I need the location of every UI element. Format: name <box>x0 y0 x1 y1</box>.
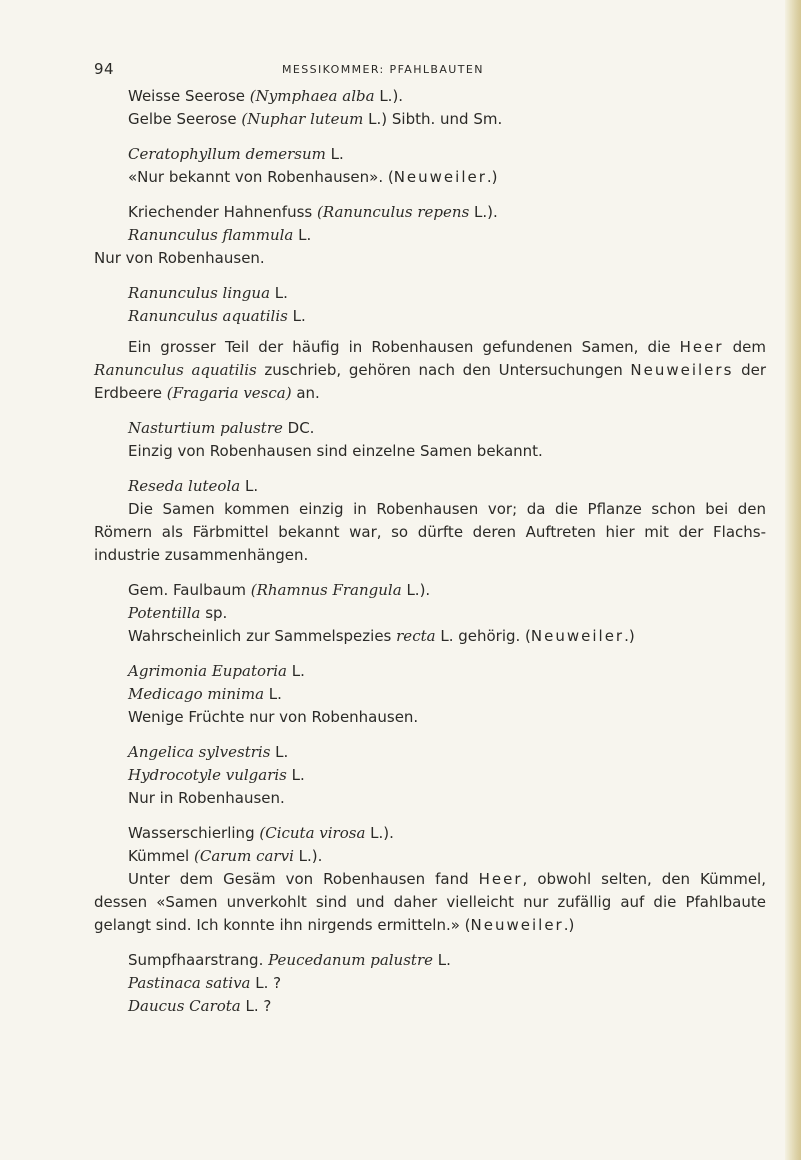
page-header <box>0 60 801 82</box>
species-nasturtium: Nasturtium palustre DC. <box>128 419 315 437</box>
species-ranunculus-lingua: Ranunculus lingua L. <box>128 284 288 302</box>
note-potentilla: Wahrscheinlich zur Sammelspezies recta L. gehörig. (Neuweiler.) <box>128 627 635 645</box>
note-carum: Unter dem Gesäm von Robenhausen fand Heer, obwohl selten, den Kümmel, dessen «Samen unverkohlt sind und daher vielleicht nur zufällig auf die Pfahlbaute gelangt sind. Ich konnte ihn nirgends ermitteln.» (Neuweiler.) <box>94 870 766 934</box>
note-reseda: Die Samen kommen einzig in Robenhausen vor; da die Pflanze schon bei den Römern als Färbmittel bekannt war, so dürfte deren Auftreten hier mit der Flachsindustrie zusammenhängen. <box>94 500 766 564</box>
species-angelica: Angelica sylvestris L. <box>128 743 289 761</box>
species-nuphar: Gelbe Seerose (Nuphar luteum L.) Sibth. und Sm. <box>128 110 503 128</box>
species-carum: Kümmel (Carum carvi L.). <box>128 847 323 865</box>
species-hydrocotyle: Hydrocotyle vulgaris L. <box>128 766 305 784</box>
note-nasturtium: Einzig von Robenhausen sind einzelne Samen bekannt. <box>128 442 543 460</box>
species-peucedanum: Sumpfhaarstrang. Peucedanum palustre L. <box>128 951 451 969</box>
page-number: 94 <box>94 60 115 78</box>
species-nymphaea: Weisse Seerose (Nymphaea alba L.). <box>128 87 404 105</box>
species-ranunculus-flammula: Ranunculus flammula L. <box>128 226 312 244</box>
species-daucus: Daucus Carota L. ? <box>128 997 272 1015</box>
species-reseda: Reseda luteola L. <box>128 477 259 495</box>
note-flammula: Nur von Robenhausen. <box>94 249 265 267</box>
species-cicuta: Wasserschierling (Cicuta virosa L.). <box>128 824 394 842</box>
species-pastinaca: Pastinaca sativa L. ? <box>128 974 282 992</box>
running-title: MESSIKOMMER: PFAHLBAUTEN <box>282 63 484 76</box>
note-aquatilis: Ein grosser Teil der häufig in Robenhausen gefundenen Samen, die Heer dem Ranunculus aquatilis zuschrieb, gehören nach den Untersuchungen Neuweilers der Erdbeere (Fragaria vesca) an. <box>94 338 766 402</box>
note-hydrocotyle: Nur in Robenhausen. <box>128 789 285 807</box>
note-ceratophyllum: «Nur bekannt von Robenhausen». (Neuweiler.) <box>128 168 498 186</box>
species-rhamnus: Gem. Faulbaum (Rhamnus Frangula L.). <box>128 581 431 599</box>
species-ranunculus-repens: Kriechender Hahnenfuss (Ranunculus repens L.). <box>128 203 498 221</box>
species-agrimonia: Agrimonia Eupatoria L. <box>128 662 305 680</box>
note-medicago: Wenige Früchte nur von Robenhausen. <box>128 708 419 726</box>
species-medicago: Medicago minima L. <box>128 685 282 703</box>
page-edge <box>785 0 801 1160</box>
species-ranunculus-aquatilis: Ranunculus aquatilis L. <box>128 307 306 325</box>
species-potentilla: Potentilla sp. <box>128 604 228 622</box>
page-body <box>94 85 766 1018</box>
species-ceratophyllum: Ceratophyllum demersum L. <box>128 145 344 163</box>
